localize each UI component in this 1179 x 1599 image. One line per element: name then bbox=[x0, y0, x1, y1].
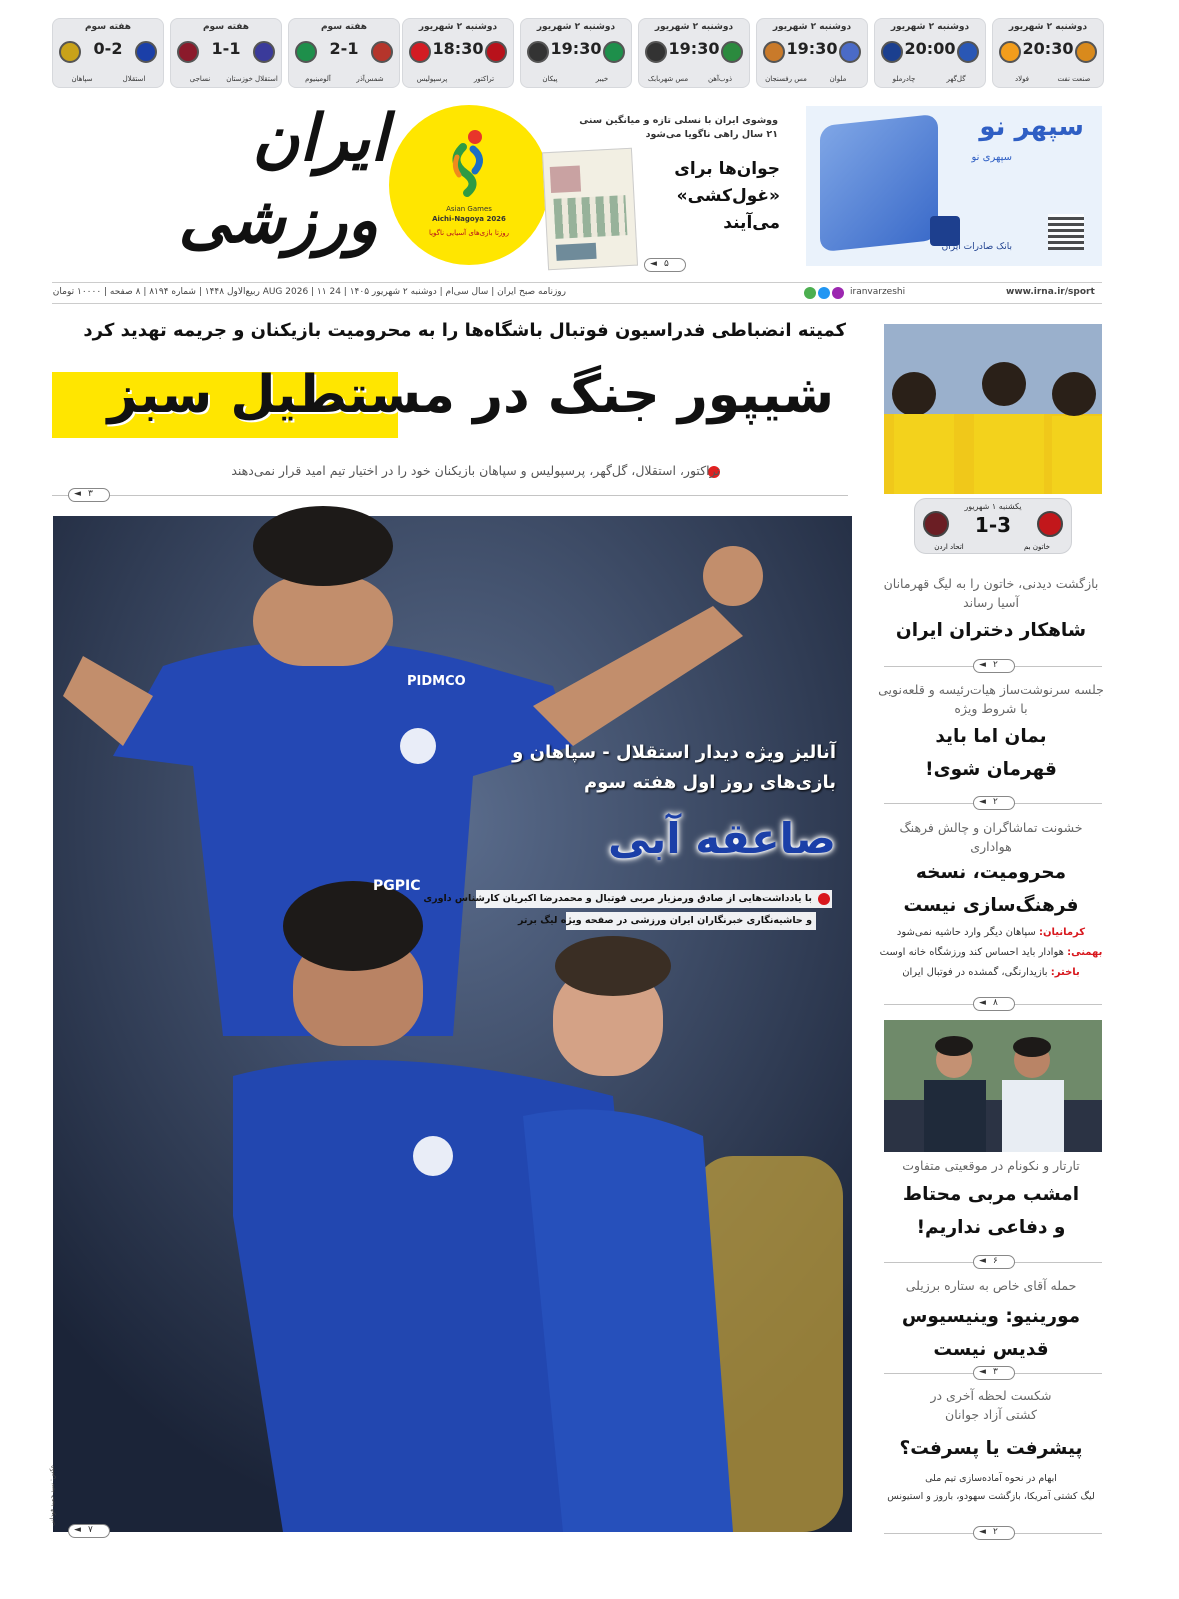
red-bullet-icon bbox=[818, 893, 830, 905]
social-icons[interactable] bbox=[804, 287, 844, 301]
page-number: ۲ bbox=[993, 797, 998, 807]
asian-games-emblem-icon bbox=[439, 127, 499, 197]
story-page-ref[interactable] bbox=[973, 1366, 1015, 1380]
match-date: دوشنبه ۲ شهریور bbox=[418, 22, 498, 32]
match-date: هفته سوم bbox=[84, 22, 132, 32]
qr-code-icon bbox=[1048, 214, 1084, 250]
newspaper-logo bbox=[50, 102, 398, 272]
coaches-illustration bbox=[884, 1020, 1102, 1152]
sidebar-story-kicker: بازگشت دیدنی، خاتون را به لیگ قهرمانان آسیا رساند bbox=[883, 576, 1099, 610]
sidebar-story-kicker: جلسه سرنوشت‌ساز هیات‌رئیسه و قلعه‌نویی با شروط ویژه bbox=[878, 682, 1104, 716]
sidebar-note bbox=[878, 944, 1104, 962]
fixtures-strip bbox=[52, 18, 1124, 88]
story-page-ref[interactable] bbox=[973, 659, 1015, 673]
sidebar-note bbox=[878, 1470, 1104, 1488]
team-logo-icon bbox=[1037, 511, 1063, 537]
sidebar-story-title[interactable]: محرومیت، نسخه فرهنگ‌سازی نیست bbox=[903, 862, 1079, 916]
match-time: 18:30 bbox=[432, 39, 484, 58]
promo-page-thumbnail bbox=[542, 148, 638, 271]
chevron-left-icon: ◄ bbox=[74, 1525, 81, 1535]
chevron-left-icon: ◄ bbox=[979, 1367, 986, 1377]
promo-page-ref[interactable] bbox=[644, 258, 686, 272]
team-name: ملوان bbox=[829, 75, 847, 83]
note-text: هوادار باید احساس کند ورزشگاه خانه اوست bbox=[879, 947, 1064, 958]
match-date: دوشنبه ۲ شهریور bbox=[890, 22, 970, 32]
advertisement-banner[interactable] bbox=[806, 106, 1102, 266]
page-number: ۵ bbox=[664, 259, 669, 269]
team-name: استقلال خوزستان bbox=[226, 75, 278, 83]
cover-photo bbox=[49, 516, 852, 1532]
team-name: آلومینیوم bbox=[305, 75, 331, 83]
match-date: دوشنبه ۲ شهریور bbox=[772, 22, 852, 32]
team-logo-icon bbox=[603, 41, 625, 63]
team-name: خاتون بم bbox=[1024, 543, 1050, 551]
team-name: سپاهان bbox=[71, 75, 93, 83]
page-number: ۳ bbox=[993, 1367, 998, 1377]
team-name: پیکان bbox=[542, 75, 558, 83]
coaches-photo bbox=[884, 1020, 1102, 1152]
page-number: ۶ bbox=[993, 1256, 998, 1266]
main-headline[interactable] bbox=[52, 355, 848, 441]
sidebar-story-kicker: حمله آقای خاص به ستاره برزیلی bbox=[905, 1278, 1077, 1293]
team-name: مس شهربابک bbox=[647, 75, 689, 83]
ad-title: سپهر نو bbox=[979, 112, 1084, 142]
note-name: بهمنی: bbox=[1067, 947, 1103, 958]
team-name: تراکتور bbox=[473, 75, 495, 83]
match-card[interactable] bbox=[638, 18, 750, 88]
team-name: شمس‌آذر bbox=[356, 75, 384, 83]
lead-subhead: تراکتور، استقلال، گل‌گهر، پرسپولیس و سپاهان بازیکنان خود را در اختیار تیم امید قرار نمی‌دهند bbox=[231, 463, 720, 478]
team-logo-icon bbox=[957, 41, 979, 63]
chevron-left-icon: ◄ bbox=[74, 489, 81, 499]
chevron-left-icon: ◄ bbox=[979, 797, 986, 807]
ad-subtitle: سپهری نو bbox=[971, 152, 1012, 163]
story-page-ref[interactable] bbox=[973, 1255, 1015, 1269]
asian-games-badge bbox=[389, 105, 549, 265]
note-name: کرمانیان: bbox=[1038, 927, 1086, 938]
cover-story-line-2: و حاشیه‌نگاری خبرنگاران ایران ورزشی در صفحه ویژه لیگ برتر bbox=[566, 912, 816, 930]
team-logo-icon bbox=[485, 41, 507, 63]
match-date: هفته سوم bbox=[202, 22, 250, 32]
match-score: 2-1 bbox=[329, 39, 359, 58]
sidebar-note bbox=[878, 924, 1104, 942]
sidebar-story-title[interactable]: مورینیو: وینیسیوس قدیس نیست bbox=[901, 1306, 1081, 1360]
sidebar-story-title[interactable]: شاهکار دختران ایران bbox=[895, 620, 1087, 641]
page-number: ۳ bbox=[88, 489, 93, 499]
cover-story-kicker: آنالیز ویژه دیدار استقلال - سپاهان و بازی‌های روز اول هفته سوم bbox=[512, 742, 836, 793]
team-logo-icon bbox=[839, 41, 861, 63]
page-number: ۷ bbox=[88, 1525, 93, 1535]
team-logo-icon bbox=[253, 41, 275, 63]
team-name: فولاد bbox=[1014, 75, 1030, 83]
sidebar-story-kicker: شکست لحظه آخری در کشتی آزاد جوانان bbox=[930, 1388, 1052, 1422]
team-name: اتحاد اردن bbox=[934, 543, 964, 551]
match-card[interactable] bbox=[170, 18, 282, 88]
match-card[interactable] bbox=[402, 18, 514, 88]
women-team-photo bbox=[884, 324, 1102, 494]
chevron-left-icon: ◄ bbox=[979, 998, 986, 1008]
match-card[interactable] bbox=[288, 18, 400, 88]
team-name: صنعت نفت bbox=[1057, 75, 1091, 83]
chevron-left-icon: ◄ bbox=[979, 660, 986, 670]
chevron-left-icon: ◄ bbox=[979, 1256, 986, 1266]
jersey-brand-label: PIDMCO bbox=[407, 674, 466, 689]
match-score: 0-2 bbox=[93, 39, 123, 58]
players-celebration-illustration bbox=[53, 516, 852, 1532]
match-card[interactable] bbox=[992, 18, 1104, 88]
cover-page-ref[interactable] bbox=[68, 1524, 110, 1538]
story-page-ref[interactable] bbox=[973, 997, 1015, 1011]
ad-bank-name: بانک صادرات ایران bbox=[941, 242, 1012, 252]
sidebar-note bbox=[878, 1488, 1104, 1506]
jersey-sponsor-label: PGPIC bbox=[373, 878, 421, 894]
main-headline-text: شیپور جنگ در مستطیل سبز bbox=[107, 365, 834, 425]
match-score: 1-1 bbox=[211, 39, 241, 58]
right-column bbox=[878, 320, 1104, 1550]
match-date: هفته سوم bbox=[320, 22, 368, 32]
lead-page-ref[interactable] bbox=[68, 488, 110, 502]
team-name: خیبر bbox=[595, 75, 609, 83]
match-date: دوشنبه ۲ شهریور bbox=[654, 22, 734, 32]
issue-info-bar bbox=[52, 282, 1102, 304]
website-link[interactable]: www.irna.ir/sport bbox=[1006, 287, 1095, 297]
team-name: ذوب‌آهن bbox=[707, 75, 733, 83]
match-card[interactable] bbox=[520, 18, 632, 88]
team-name: چادرملو bbox=[892, 75, 916, 83]
match-time: 19:30 bbox=[786, 39, 838, 58]
match-time: 19:30 bbox=[668, 39, 720, 58]
match-card[interactable] bbox=[52, 18, 164, 88]
team-name: استقلال bbox=[122, 75, 146, 83]
note-text: ابهام در نحوه آماده‌سازی تیم ملی bbox=[925, 1473, 1057, 1484]
page-number: ۲ bbox=[993, 660, 998, 670]
note-text: لیگ کشتی آمریکا، بازگشت سهودو، باروز و استیونس bbox=[887, 1491, 1095, 1502]
lead-overline: کمیته انضباطی فدراسیون فوتبال باشگاه‌ها را به محرومیت بازیکنان و جریمه تهدید کرد bbox=[83, 320, 846, 341]
divider bbox=[52, 495, 848, 496]
badge-line-1: Asian Games bbox=[446, 205, 492, 213]
team-name: گل‌گهر bbox=[946, 75, 966, 83]
logo-line-2: ورزشی bbox=[178, 184, 378, 258]
sidebar-story-title[interactable]: پیشرفت یا پسرفت؟ bbox=[899, 1438, 1083, 1459]
score-box[interactable] bbox=[914, 498, 1072, 554]
team-logo-icon bbox=[135, 41, 157, 63]
team-name: مس رفسنجان bbox=[765, 75, 807, 83]
issue-details: روزنامه صبح ایران | سال سی‌ام | دوشنبه ۲ شهریور ۱۴۰۵ | 24 AUG 2026 | ۱۱ ربیع‌الاول ۱۴۴۸ | شماره ۸۱۹۴ | ۸ صفحه | ۱۰۰۰۰ تومان bbox=[52, 287, 566, 297]
match-time: 19:30 bbox=[550, 39, 602, 58]
page-number: ۸ bbox=[993, 998, 998, 1008]
sidebar-note bbox=[878, 964, 1104, 982]
story-page-ref[interactable] bbox=[973, 1526, 1015, 1540]
match-card[interactable] bbox=[874, 18, 986, 88]
cover-story-title[interactable]: صاعقه آبی bbox=[607, 814, 836, 863]
ad-illustration bbox=[820, 114, 938, 252]
note-text: سپاهان دیگر وارد حاشیه نمی‌شود bbox=[896, 927, 1036, 938]
sidebar-story-kicker: تارتار و نکونام در موقعیتی متفاوت bbox=[902, 1158, 1080, 1173]
match-date: دوشنبه ۲ شهریور bbox=[536, 22, 616, 32]
social-handle[interactable]: iranvarzeshi bbox=[850, 287, 906, 297]
sidebar-story-kicker: خشونت تماشاگران و چالش فرهنگ هواداری bbox=[899, 820, 1083, 854]
team-logo-icon bbox=[371, 41, 393, 63]
note-name: باختر: bbox=[1050, 967, 1080, 978]
story-page-ref[interactable] bbox=[973, 796, 1015, 810]
team-logo-icon bbox=[1075, 41, 1097, 63]
match-time: 20:30 bbox=[1022, 39, 1074, 58]
score-value: 1-3 bbox=[974, 513, 1012, 537]
team-logo-icon bbox=[721, 41, 743, 63]
team-name: نساجی bbox=[189, 75, 211, 83]
match-date: دوشنبه ۲ شهریور bbox=[1008, 22, 1088, 32]
chevron-left-icon: ◄ bbox=[650, 259, 657, 269]
logo-line-1: ایران bbox=[252, 102, 388, 176]
match-time: 20:00 bbox=[904, 39, 956, 58]
promo-title: جوان‌ها برای «غول‌کشی» می‌آیند bbox=[674, 159, 780, 233]
page-number: ۲ bbox=[993, 1527, 998, 1537]
badge-line-3: روزتا بازی‌های آسیایی ناگویا bbox=[428, 229, 510, 237]
women-team-celebration-illustration bbox=[884, 324, 1102, 494]
chevron-left-icon: ◄ bbox=[979, 1527, 986, 1537]
photo-credit: عکس: سید حمید فودانی bbox=[49, 1464, 56, 1526]
promo-kicker: ووشوی ایران با نسلی تازه و میانگین سنی ۲۱ سال راهی ناگویا می‌شود bbox=[579, 115, 778, 140]
cover-story-line-1: با یادداشت‌هایی از صادق ورمزیار مربی فوتبال و محمدرضا اکبریان کارشناس داوری bbox=[476, 890, 832, 908]
sidebar-story-title[interactable]: بمان اما باید قهرمان شوی! bbox=[925, 726, 1057, 780]
badge-line-2: Aichi-Nagoya 2026 bbox=[432, 215, 506, 223]
promo-teaser[interactable] bbox=[540, 106, 788, 276]
score-date: یکشنبه ۱ شهریور bbox=[964, 502, 1022, 511]
note-text: بازیدارنگی، گمشده در فوتبال ایران bbox=[902, 967, 1048, 978]
match-card[interactable] bbox=[756, 18, 868, 88]
team-name: پرسپولیس bbox=[416, 75, 448, 83]
sidebar-story-title[interactable]: امشب مربی محتاط و دفاعی نداریم! bbox=[902, 1184, 1080, 1238]
